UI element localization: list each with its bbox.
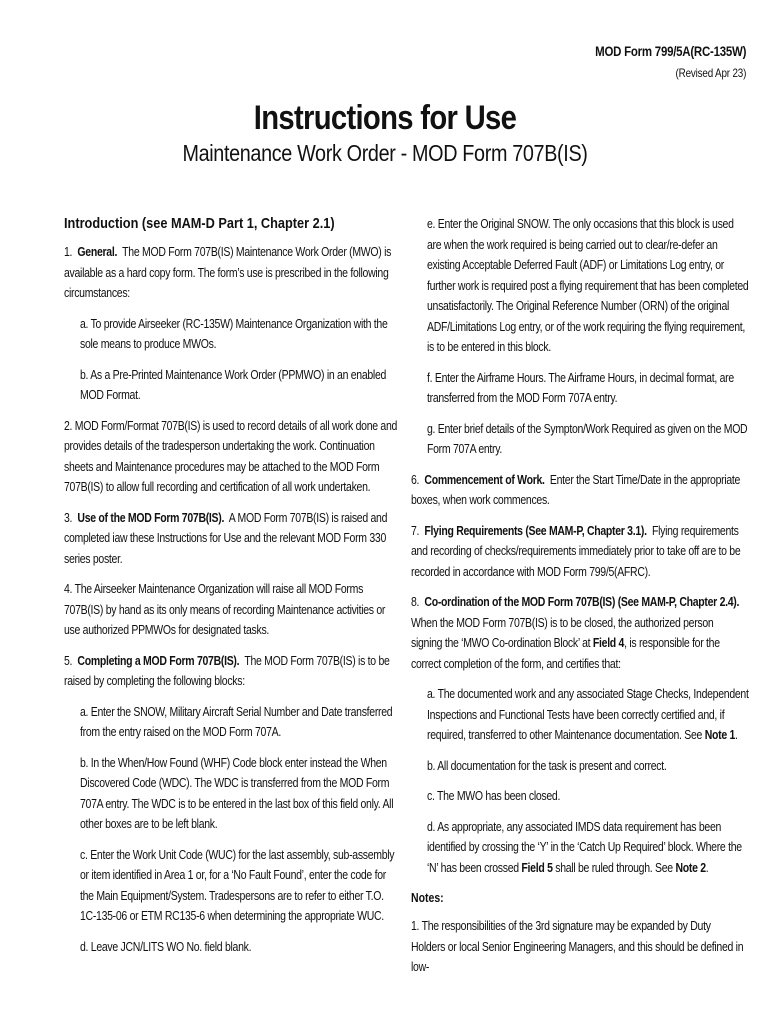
note-1: 1. The responsibilities of the 3rd signature may be expanded by Duty Holders or local Senior Engineering Managers, and this should be defined in low- <box>411 919 744 974</box>
revision-date: (Revised Apr 23) <box>675 66 746 80</box>
paragraph-number: 1. <box>64 245 73 259</box>
paragraph-text: shall be ruled through. See <box>555 860 673 875</box>
paragraph-5a: a. Enter the SNOW, Military Aircraft Serial Number and Date transferred from the entry raised on the MOD Form 707A. <box>80 704 393 739</box>
paragraph-6 <box>411 470 747 511</box>
paragraph-title: Flying Requirements (See MAM-P, Chapter 3.1). <box>424 523 647 538</box>
page-title: Instructions for Use <box>253 99 517 137</box>
paragraph-7 <box>411 521 747 583</box>
paragraph-text: When the MOD Form 707B(IS) is to be closed, the authorized person signing the ‘MWO Co-ordination Block’ at <box>411 615 714 650</box>
paragraph-8b: b. All documentation for the task is present and correct. <box>427 758 667 773</box>
paragraph-3 <box>64 508 400 570</box>
paragraph-5e: e. Enter the Original SNOW. The only occasions that this block is used are when the work required is being carried out to clear/re-defer an existing Acceptable Deferred Fault (ADF) or Limitations Log entry, or further work is required post a flying requirement that has been completed unsatisfactorily. The Original Reference Number (ORN) of the original ADF/Limitations Log entry, or of the work requiring the flying requirement, is to be entered in this block. <box>427 217 749 354</box>
paragraph-5 <box>64 651 400 692</box>
paragraph-1a: a. To provide Airseeker (RC-135W) Maintenance Organization with the sole means to produce MWOs. <box>80 316 388 351</box>
note-reference: Note 2 <box>675 860 706 875</box>
paragraph-8 <box>411 592 747 674</box>
paragraph-title: Completing a MOD Form 707B(IS). <box>77 653 240 668</box>
page-subtitle: Maintenance Work Order - MOD Form 707B(IS) <box>182 140 588 166</box>
paragraph-2: 2. MOD Form/Format 707B(IS) is used to record details of all work done and provides details of the tradesperson undertaking the work. Continuation sheets and Maintenance procedures may be attached to the MOD Form 707B(IS) to allow full recording and certification of all work undertaken. <box>64 418 398 494</box>
paragraph-5d: d. Leave JCN/LITS WO No. field blank. <box>80 939 252 954</box>
paragraph-number: 3. <box>64 510 73 525</box>
paragraph-number: 6. <box>411 472 420 487</box>
paragraph-title: Use of the MOD Form 707B(IS). <box>77 510 225 525</box>
paragraph-5b: b. In the When/How Found (WHF) Code block enter instead the When Discovered Code (WDC). The WDC is transferred from the MOD Form 707A entry. The WDC is to be entered in the last box of this field only. All other boxes are to be left blank. <box>80 755 394 831</box>
paragraph-5c: c. Enter the Work Unit Code (WUC) for the last assembly, sub-assembly or item identified in Area 1 or, for a ‘No Fault Found’, enter the code for the Main Equipment/System. Tradespersons are to refer to either T.O. 1C-135-06 or ETM RC135-6 when determining the appropriate WUC. <box>80 847 395 923</box>
left-column <box>64 214 400 967</box>
paragraph-8a: a. The documented work and any associated Stage Checks, Independent Inspections and Functional Tests have been correctly certified and, if required, transferred to other Maintenance documentation. See Note 1. <box>427 687 749 742</box>
paragraph-number: 8. <box>411 595 420 609</box>
paragraph-text: The MOD Form 707B(IS) Maintenance Work Order (MWO) is available as a hard copy form. The form’s use is prescribed in the following circumstances: <box>64 245 392 300</box>
field-reference: Field 4 <box>592 636 625 650</box>
form-id: MOD Form 799/5A(RC-135W) <box>594 43 746 59</box>
paragraph-1b: b. As a Pre-Printed Maintenance Work Order (PPMWO) in an enabled MOD Format. <box>80 367 387 402</box>
paragraph-4: 4. The Airseeker Maintenance Organization will raise all MOD Forms 707B(IS) by hand as its only means of recording Maintenance activities or use authorized PPMWOs for designated tasks. <box>64 582 386 637</box>
section-heading-introduction: Introduction (see MAM-D Part 1, Chapter 2.1) <box>64 215 335 232</box>
paragraph-text: , is responsible for the correct completion of the form, and certifies that: <box>411 636 720 671</box>
paragraph-1 <box>64 242 400 304</box>
paragraph-text: A MOD Form 707B(IS) is raised and completed iaw these Instructions for Use and the relevant MOD Form 330 series poster. <box>64 510 388 566</box>
notes-heading: Notes: <box>411 891 444 905</box>
paragraph-text: d. As appropriate, any associated IMDS data requirement has been identified by crossing the ‘Y’ in the ‘Catch Up Required’ block. Where the ‘N’ has been crossed <box>427 819 742 875</box>
paragraph-8c: c. The MWO has been closed. <box>427 789 561 803</box>
paragraph-5f: f. Enter the Airframe Hours. The Airframe Hours, in decimal format, are transferred from the MOD Form 707A entry. <box>427 370 734 405</box>
paragraph-number: 7. <box>411 523 420 538</box>
right-column <box>411 214 747 988</box>
paragraph-8d: d. As appropriate, any associated IMDS data requirement has been identified by crossing the ‘Y’ in the ‘Catch Up Required’ block. Where the ‘N’ has been crossed Field 5 shall be ruled through. See Note 2. <box>427 819 742 875</box>
paragraph-title: Commencement of Work. <box>424 472 545 487</box>
paragraph-text: Enter the Start Time/Date in the appropriate boxes, when work commences. <box>411 472 741 507</box>
paragraph-text: a. The documented work and any associated Stage Checks, Independent Inspections and Functional Tests have been correctly certified and, if required, transferred to other Maintenance documentation. See <box>427 687 749 742</box>
paragraph-text: Flying requirements and recording of checks/requirements immediately prior to take off are to be recorded in accordance with MOD Form 799/5(AFRC). <box>411 523 741 579</box>
paragraph-text: The MOD Form 707B(IS) is to be raised by completing the following blocks: <box>64 653 390 688</box>
paragraph-title: General. <box>77 245 118 259</box>
paragraph-number: 5. <box>64 653 73 668</box>
field-reference: Field 5 <box>521 860 553 875</box>
paragraph-title: Co-ordination of the MOD Form 707B(IS) (See MAM-P, Chapter 2.4). <box>424 595 740 609</box>
note-reference: Note 1 <box>704 728 736 742</box>
paragraph-5g: g. Enter brief details of the Sympton/Work Required as given on the MOD Form 707A entry. <box>427 421 748 456</box>
